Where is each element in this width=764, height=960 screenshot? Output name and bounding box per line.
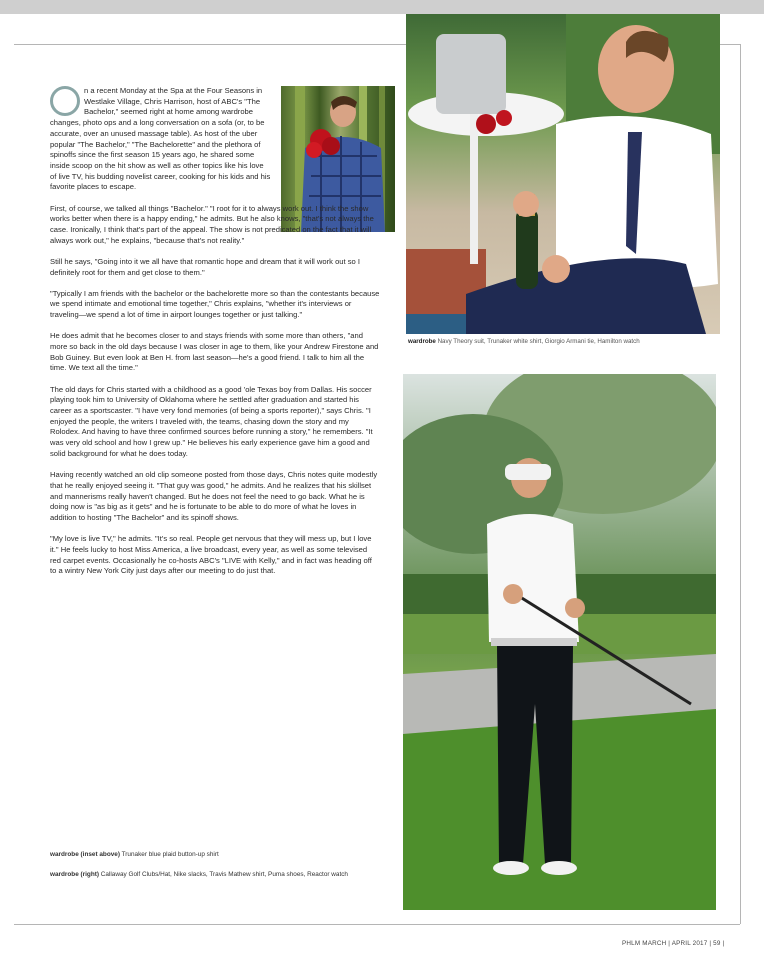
article-paragraph-8: "My love is live TV," he admits. "It's so real. People get nervous that they will mess up, but I love it." He feels lucky to host Miss America, a live broadcast, every year, as well as some televised red carpet events. Occasionally he co-hosts ABC's "LIVE with Kelly," and in fact was heading off to a wintry New York City just days after our meeting to do just that.: [50, 534, 372, 576]
photo-host-champagne-illustration: [406, 14, 720, 334]
photo-caption-text: Navy Theory suit, Trunaker white shirt, Giorgio Armani tie, Hamilton watch: [437, 338, 640, 345]
article-paragraph-6: The old days for Chris started with a childhood as a good 'ole Texas boy from Dallas. His soccer playing took him to University of Oklahoma where he settled after graduation and started his career as a sportscaster. "I have very fond memories (of being a sports reporter)," says Chris. "I enjoyed the people, the writers I traveled with, the teams, chasing down the story and my Rolodex. And having to have three confirmed sources before running a story," he remembers. "It was very old school and how I grew up." He believes his early experience gave him a good and solid background for what he does today.: [50, 384, 373, 458]
top-bar: [0, 0, 764, 14]
photo-caption-label: wardrobe: [408, 338, 436, 345]
dropcap-o: [50, 86, 80, 116]
article-paragraph-5: He does admit that he becomes closer to and stays friends with some more than others, "and more so back in the old days because I was closer in age to them, like your Andrew Firestone and Bob Guiney. But even look at Ben H. from last season—he's a good friend. I talk to him all the time. We text all the time.": [50, 331, 379, 373]
photo-host-champagne: [406, 14, 720, 334]
article-paragraph-1: n a recent Monday at the Spa at the Four Seasons in Westlake Village, Chris Harrison, host of ABC's "The Bachelor," seemed right at home among wardrobe changes, photo ops and a long conversation on a sofa (or, to be accurate, over an unused massage table). As host of the uber popular "The Bachelor," "The Bachelorette" and the plethora of spinoffs since the first season 15 years ago, he shared some inside scoop on the hit show as well as other topics like his love of live TV, his budding novelist career, cooking for his kids and his favorite places to escape.: [50, 86, 271, 192]
article-paragraph-7: Having recently watched an old clip someone posted from those days, Chris notes quite modestly that he really enjoyed seeing it. "That guy was good," he admits. And he realizes that his skillset and mannerisms really haven't changed. But he does not feel the need to go back. What he is doing now is "as big as it gets" and he is fortunate to be able to do more of what he loves in addition to hosting "The Bachelor" and its spinoff shows.: [50, 470, 378, 522]
photo-golf-illustration: [403, 374, 716, 910]
article-paragraph-4: "Typically I am friends with the bachelor or the bachelorette more so than the contestants because we spend intimate and emotional time together," Chris explains, "whether it's interviews or traveling—we spend a lot of time in airport lounges together or just talking.": [50, 288, 380, 320]
photo-golf: [403, 374, 716, 910]
frame-right-rule: [740, 44, 741, 924]
article-paragraph-2: First, of course, we talked all things "Bachelor." "I root for it to always work out. I think the show works better when there is a happy ending," he admits. But he also knows, "that's not always the case. Ironically, I think that's part of the appeal. The show is not predicated on the fact that it will always work out," he explains, "because that's not reality.": [50, 203, 374, 245]
wardrobe-right-text: Callaway Golf Clubs/Hat, Nike slacks, Travis Mathew shirt, Puma shoes, Reactor watch: [100, 871, 348, 878]
article-body: [50, 86, 380, 587]
wardrobe-inset-credit: [50, 850, 370, 859]
article-paragraph-3: Still he says, "Going into it we all have that romantic hope and dream that it will work out so I definitely root for them and get close to them.": [50, 256, 360, 277]
wardrobe-right-label: wardrobe (right): [50, 871, 99, 878]
wardrobe-credits: [50, 850, 370, 890]
page-folio: PHLM MARCH | APRIL 2017 | 59 |: [622, 940, 725, 947]
wardrobe-right-credit: [50, 870, 370, 879]
wardrobe-inset-label: wardrobe (inset above): [50, 851, 120, 858]
frame-bottom-rule: [14, 924, 740, 925]
wardrobe-inset-text: Trunaker blue plaid button-up shirt: [121, 851, 219, 858]
photo-caption: [408, 338, 708, 347]
